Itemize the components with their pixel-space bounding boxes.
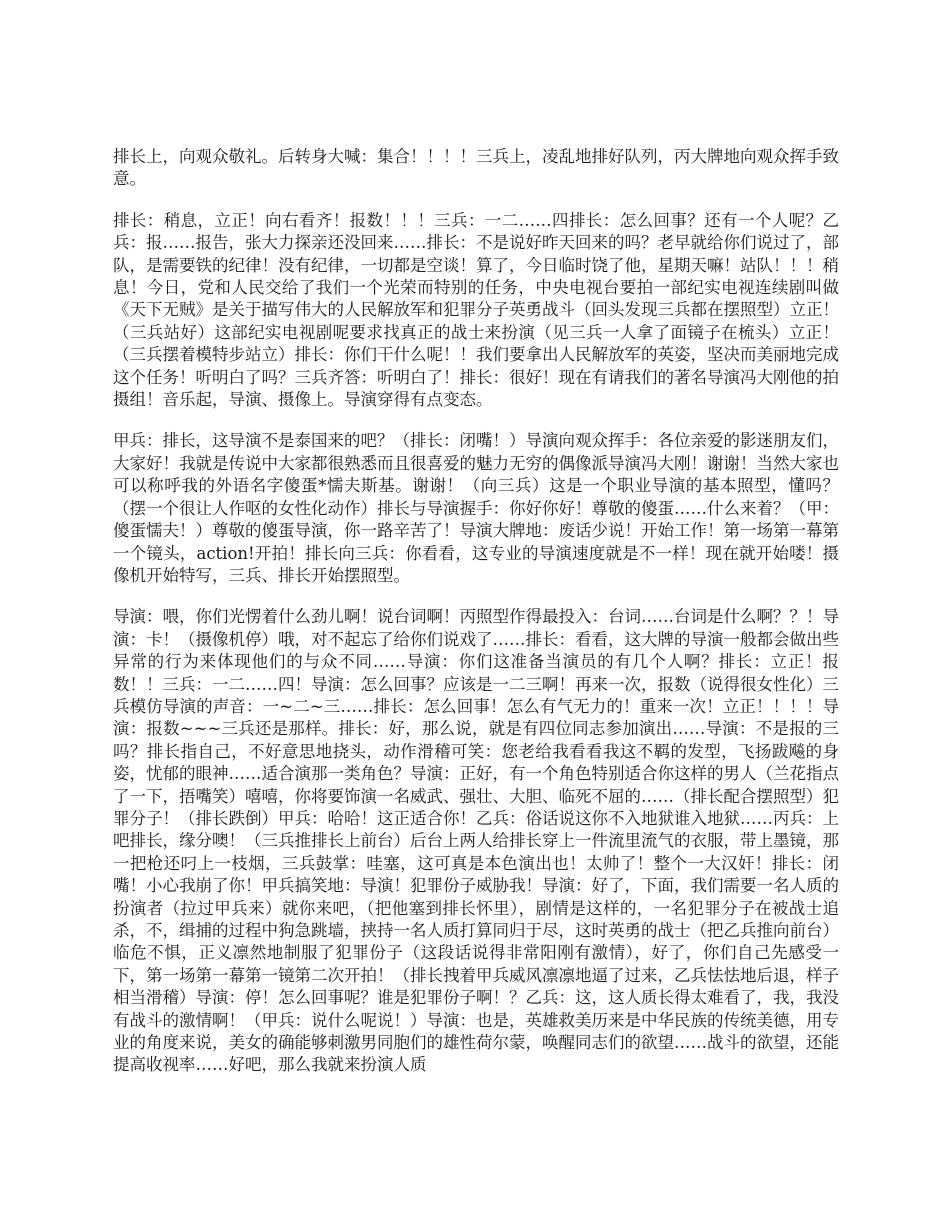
paragraph: 甲兵：排长，这导演不是泰国来的吧？（排长：闭嘴！）导演向观众挥手：各位亲爱的影迷朋友们，大家好！我就是传说中大家都很熟悉而且很喜爱的魅力无穷的偶像派导演冯大刚！谢谢！当然大家也可以称呼我的外语名字傻蛋*懦夫斯基。谢谢！（向三兵）这是一个职业导演的基本照型，懂吗？（摆一个很让人作呕的女性化动作）排长与导演握手：你好你好！尊敬的傻蛋……什么来着？（甲：傻蛋懦夫！）尊敬的傻蛋导演，你一路辛苦了！导演大牌地：废话少说！开始工作！第一场第一幕第一个镜头，action!开拍！排长向三兵：你看看，这专业的导演速度就是不一样！现在就开始喽！摄像机开始特写，三兵、排长开始摆照型。 [113, 431, 839, 585]
paragraph: 排长上，向观众敬礼。后转身大喊：集合！！！！三兵上，凌乱地排好队列，丙大牌地向观众挥手致意。 [113, 147, 839, 189]
paragraph: 排长：稍息，立正！向右看齐！报数！！！三兵：一二……四排长：怎么回事？还有一个人呢？乙兵：报……报告，张大力探亲还没回来……排长：不是说好昨天回来的吗？老早就给你们说过了，部队，是需要铁的纪律！没有纪律，一切都是空谈！算了，今日临时饶了他，星期天嘛！站队！！！稍息！今日，党和人民交给了我们一个光荣而特别的任务，中央电视台要拍一部纪实电视连续剧叫做《天下无贼》是关于描写伟大的人民解放军和犯罪分子英勇战斗（回头发现三兵都在摆照型）立正！（三兵站好）这部纪实电视剧呢要求找真正的战士来扮演（见三兵一人拿了面镜子在梳头）立正！（三兵摆着模特步站立）排长：你们干什么呢！！我们要拿出人民解放军的英姿，坚决而美丽地完成这个任务！听明白了吗？三兵齐答：听明白了！排长：很好！现在有请我们的著名导演冯大刚他的拍摄组！音乐起，导演、摄像上。导演穿得有点变态。 [113, 210, 839, 410]
paragraph: 导演：喂，你们光愣着什么劲儿啊！说台词啊！丙照型作得最投入：台词……台词是什么啊？？！导演：卡！（摄像机停）哦，对不起忘了给你们说戏了……排长：看看，这大牌的导演一般都会做出些异常的行为来体现他们的与众不同……导演：你们这准备当演员的有几个人啊？排长：立正！报数！！三兵：一二……四！导演：怎么回事？应该是一二三啊！再来一次，报数（说得很女性化）三兵模仿导演的声音：一~二~三……排长：怎么回事！怎么有气无力的！重来一次！立正！！！！导演：报数~~~三兵还是那样。排长：好，那么说，就是有四位同志参加演出……导演：不是报的三吗？排长指自己，不好意思地挠头，动作滑稽可笑：您老给我看看我这不羁的发型，飞扬跋飚的身姿，忧郁的眼神……适合演那一类角色？导演：正好，有一个角色特别适合你这样的男人（兰花指点了一下，捂嘴笑）嘻嘻，你将要饰演一名威武、强壮、大胆、临死不屈的……（排长配合摆照型）犯罪分子！（排长跌倒）甲兵：哈哈！这正适合你！乙兵：俗话说这你不入地狱谁入地狱……丙兵：上吧排长，缘分噢！（三兵推排长上前台）后台上两人给排长穿上一件流里流气的衣服，带上墨镜，那一把枪还叼上一枝烟，三兵鼓掌：哇塞，这可真是本色演出也！太帅了！整个一大汉奸！排长：闭嘴！小心我崩了你！甲兵搞笑地：导演！犯罪份子威胁我！导演：好了，下面，我们需要一名人质的扮演者（拉过甲兵来）就你来吧，（把他塞到排长怀里），剧情是这样的，一名犯罪分子在被战士追杀，不，缉捕的过程中狗急跳墙，挟持一名人质打算同归于尽，这时英勇的战士（把乙兵推向前台）临危不惧，正义凛然地制服了犯罪份子（这段话说得非常阳刚有激情），好了，你们自己先感受一下，第一场第一幕第一镜第二次开拍！（排长拽着甲兵威风凛凛地逼了过来，乙兵怯怯地后退，样子相当滑稽）导演：停！怎么回事呢？谁是犯罪份子啊！？乙兵：这，这人质长得太难看了，我，我没有战斗的激情啊！（甲兵：说什么呢说！）导演：也是，英雄救美历来是中华民族的传统美德，用专业的角度来说，美女的确能够刺激男同胞们的雄性荷尔蒙，唤醒同志们的欲望……战斗的欲望，还能提高收视率……好吧，那么我就来扮演人质 [113, 607, 839, 1075]
document-page [113, 146, 839, 1096]
